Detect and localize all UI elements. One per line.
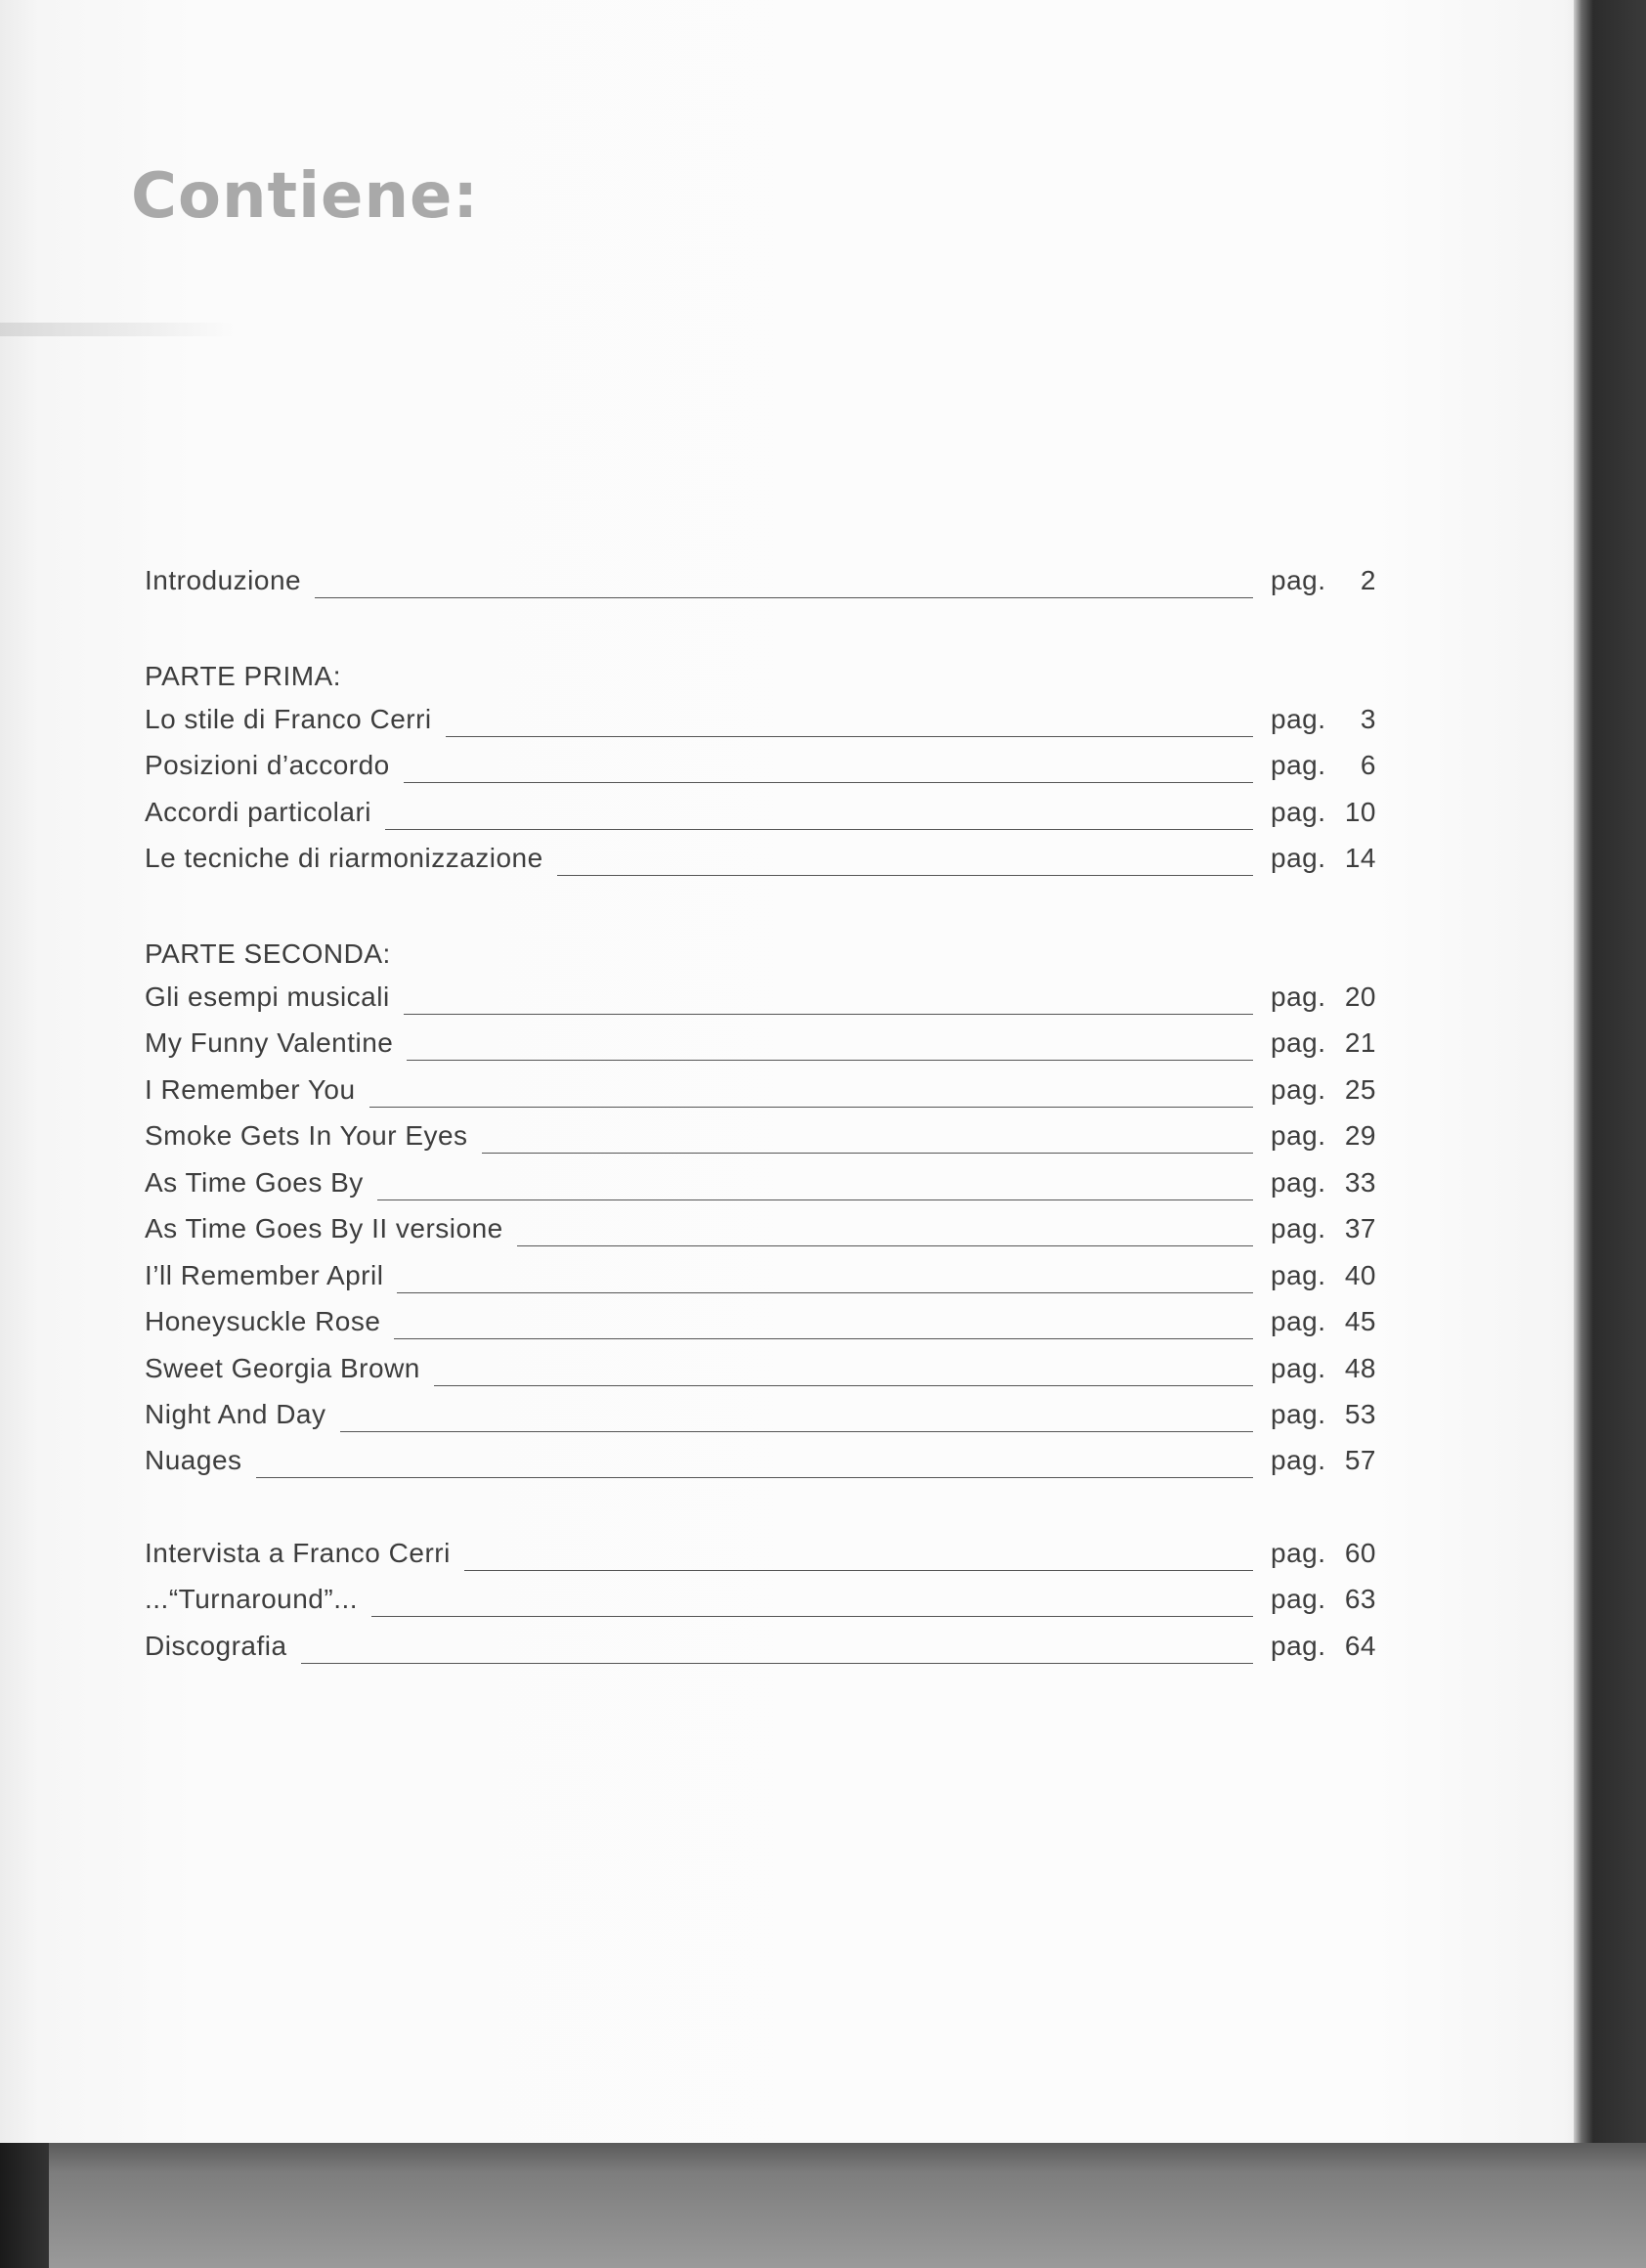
section-heading-parte-prima: PARTE PRIMA:: [145, 661, 342, 691]
toc-page-number: 57: [1344, 1445, 1376, 1475]
table-of-contents: [145, 0, 1376, 1711]
toc-leader-line: [407, 1059, 1253, 1061]
toc-page-number: 14: [1344, 843, 1376, 873]
toc-entry-label: Lo stile di Franco Cerri: [145, 704, 432, 734]
toc-pag-label: pag.: [1271, 1399, 1326, 1429]
toc-entry-label: Nuages: [145, 1445, 242, 1475]
toc-pag-label: pag.: [1271, 981, 1326, 1012]
toc-pag-label: pag.: [1271, 843, 1326, 873]
toc-entry: [145, 1399, 1376, 1438]
toc-entry: [145, 1445, 1376, 1484]
toc-entry-label: Smoke Gets In Your Eyes: [145, 1120, 468, 1151]
scanner-bottom-edge: [0, 2143, 1646, 2268]
toc-page-number: 10: [1344, 797, 1376, 827]
toc-entry: [145, 1353, 1376, 1392]
toc-pag-label: pag.: [1271, 1167, 1326, 1198]
toc-entry-label: I Remember You: [145, 1074, 356, 1105]
toc-page-number: 20: [1344, 981, 1376, 1012]
toc-leader-line: [377, 1199, 1253, 1200]
toc-pag-label: pag.: [1271, 1120, 1326, 1151]
toc-pag-label: pag.: [1271, 565, 1326, 595]
toc-leader-line: [369, 1106, 1253, 1108]
toc-entry: [145, 1538, 1376, 1577]
toc-pag-label: pag.: [1271, 1027, 1326, 1058]
toc-entry: [145, 981, 1376, 1021]
toc-page-number: 29: [1344, 1120, 1376, 1151]
toc-leader-line: [385, 828, 1253, 830]
toc-entry-label: Intervista a Franco Cerri: [145, 1538, 451, 1568]
section-heading-parte-seconda: PARTE SECONDA:: [145, 938, 391, 969]
toc-pag-label: pag.: [1271, 797, 1326, 827]
toc-leader-line: [517, 1244, 1253, 1246]
toc-entry: [145, 1074, 1376, 1113]
toc-pag-label: pag.: [1271, 1538, 1326, 1568]
toc-pag-label: pag.: [1271, 750, 1326, 780]
toc-entry-label: Honeysuckle Rose: [145, 1306, 381, 1336]
toc-page-number: 45: [1344, 1306, 1376, 1336]
toc-pag-label: pag.: [1271, 1074, 1326, 1105]
toc-leader-line: [482, 1152, 1253, 1154]
toc-entry-label: Introduzione: [145, 565, 302, 595]
toc-entry: [145, 1027, 1376, 1067]
toc-leader-line: [256, 1476, 1253, 1478]
toc-page-number: 37: [1344, 1213, 1376, 1243]
toc-entry-label: As Time Goes By: [145, 1167, 364, 1198]
toc-entry-label: I’ll Remember April: [145, 1260, 384, 1290]
toc-entry-label: Posizioni d’accordo: [145, 750, 390, 780]
toc-entry: [145, 797, 1376, 836]
toc-page-number: 63: [1344, 1584, 1376, 1614]
toc-pag-label: pag.: [1271, 1213, 1326, 1243]
toc-entry-label: Le tecniche di riarmonizzazione: [145, 843, 543, 873]
toc-pag-label: pag.: [1271, 1584, 1326, 1614]
toc-page-number: 6: [1360, 750, 1376, 780]
toc-leader-line: [404, 781, 1253, 783]
toc-leader-line: [371, 1615, 1253, 1617]
toc-leader-line: [404, 1013, 1253, 1015]
toc-page-number: 40: [1344, 1260, 1376, 1290]
toc-page-number: 60: [1344, 1538, 1376, 1568]
toc-leader-line: [557, 874, 1253, 876]
toc-page-number: 25: [1344, 1074, 1376, 1105]
toc-pag-label: pag.: [1271, 1306, 1326, 1336]
toc-page-number: 48: [1344, 1353, 1376, 1383]
toc-page-number: 21: [1344, 1027, 1376, 1058]
toc-page-number: 33: [1344, 1167, 1376, 1198]
toc-entry-label: Discografia: [145, 1631, 287, 1661]
toc-leader-line: [434, 1384, 1253, 1386]
toc-entry-label: ...“Turnaround”...: [145, 1584, 359, 1614]
toc-pag-label: pag.: [1271, 1631, 1326, 1661]
toc-entry: [145, 843, 1376, 882]
toc-page-number: 64: [1344, 1631, 1376, 1661]
toc-pag-label: pag.: [1271, 1445, 1326, 1475]
toc-page-number: 3: [1360, 704, 1376, 734]
toc-page-number: 53: [1344, 1399, 1376, 1429]
toc-entry: [145, 1260, 1376, 1299]
toc-entry-label: Night And Day: [145, 1399, 326, 1429]
toc-leader-line: [397, 1291, 1253, 1293]
toc-entry-label: Gli esempi musicali: [145, 981, 390, 1012]
toc-leader-line: [446, 735, 1253, 737]
toc-entry: [145, 1631, 1376, 1670]
toc-page-number: 2: [1360, 565, 1376, 595]
toc-entry: [145, 1584, 1376, 1623]
toc-entry-label: My Funny Valentine: [145, 1027, 394, 1058]
page-title: Contiene:: [131, 160, 479, 233]
toc-entry-label: As Time Goes By II versione: [145, 1213, 503, 1243]
toc-leader-line: [340, 1430, 1254, 1432]
toc-leader-line: [394, 1337, 1253, 1339]
toc-entry: [145, 1306, 1376, 1345]
toc-entry: [145, 1167, 1376, 1206]
scanner-corner: [0, 2143, 49, 2268]
toc-entry-label: Sweet Georgia Brown: [145, 1353, 420, 1383]
toc-entry: [145, 1213, 1376, 1252]
toc-entry-introduzione: [145, 565, 1376, 604]
toc-entry: [145, 1120, 1376, 1159]
toc-pag-label: pag.: [1271, 704, 1326, 734]
binding-edge: [1574, 0, 1646, 2268]
toc-leader-line: [464, 1569, 1253, 1571]
toc-pag-label: pag.: [1271, 1260, 1326, 1290]
toc-leader-line: [315, 596, 1253, 598]
toc-pag-label: pag.: [1271, 1353, 1326, 1383]
toc-entry-label: Accordi particolari: [145, 797, 372, 827]
toc-leader-line: [301, 1662, 1253, 1664]
toc-entry: [145, 750, 1376, 789]
toc-entry: [145, 704, 1376, 743]
